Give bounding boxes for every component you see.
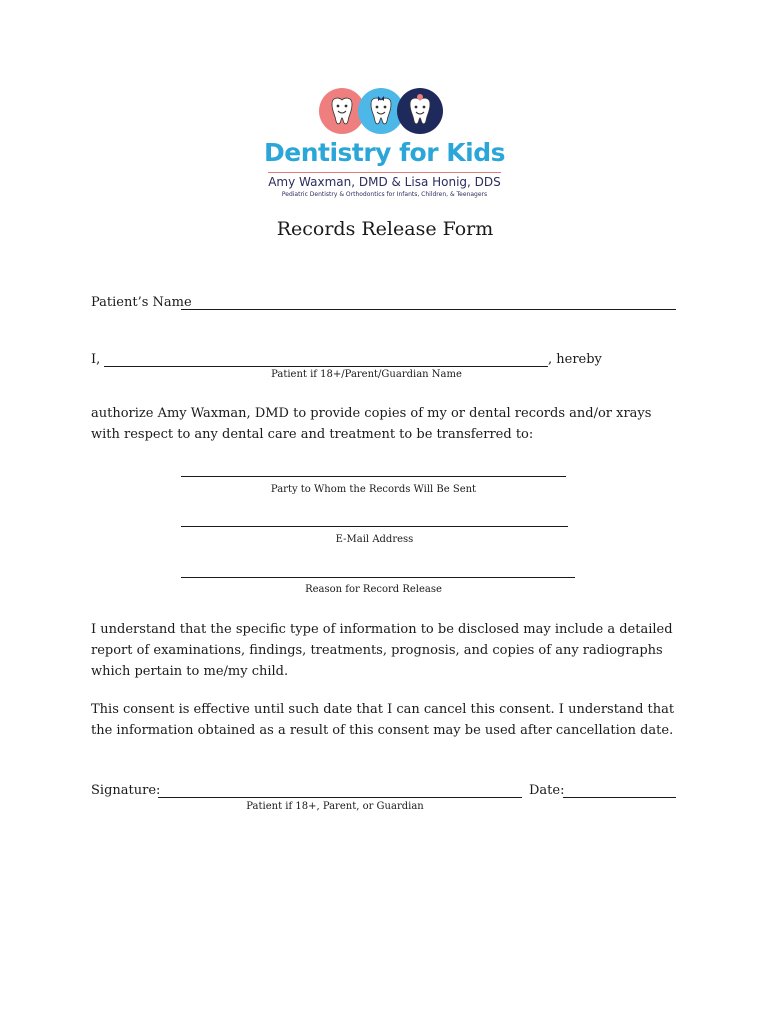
recipient-caption: Party to Whom the Records Will Be Sent [270, 484, 477, 495]
recipient-field[interactable] [181, 476, 566, 477]
authorization-text: authorize Amy Waxman, DMD to provide copies of my or dental records and/or xrays with respect to any dental care and treatment to be transferred to: [91, 406, 652, 442]
patient-name-field[interactable] [181, 309, 676, 310]
dentistry-for-kids-logo [262, 88, 507, 203]
practice-specialty: Pediatric Dentistry & Orthodontics for Infants, Children, & Teenagers [281, 191, 488, 198]
reason-field[interactable] [181, 577, 575, 578]
date-field[interactable] [563, 797, 676, 798]
brand-divider [268, 172, 501, 173]
reason-caption: Reason for Record Release [305, 584, 442, 595]
email-caption: E-Mail Address [335, 534, 414, 545]
date-label: Date: [529, 783, 565, 798]
logo-tooth-characters [319, 88, 443, 134]
form-title: Records Release Form [276, 218, 494, 240]
authorizer-name-field[interactable] [104, 366, 548, 367]
doctors-names: Amy Waxman, DMD & Lisa Honig, DDS [268, 175, 501, 189]
signature-caption: Patient if 18+, Parent, or Guardian [246, 801, 424, 812]
signature-field[interactable] [158, 797, 522, 798]
authorizer-prefix: I, [91, 352, 101, 367]
authorizer-caption: Patient if 18+/Parent/Guardian Name [271, 369, 462, 380]
consent-statement: This consent is effective until such date that I can cancel this consent. I understand that the information obtained as a result of this consent may be used after cancellation date. [91, 702, 675, 738]
patient-name-label: Patient’s Name [91, 295, 192, 310]
authorizer-suffix: , hereby [548, 352, 602, 367]
brand-name: Dentistry for Kids [264, 138, 505, 167]
signature-label: Signature: [91, 783, 161, 798]
disclosure-statement: I understand that the specific type of information to be disclosed may include a detailed report of examinations, findings, treatments, prognosis, and copies of any radiographs which pertain to me/my child. [91, 622, 673, 679]
email-field[interactable] [181, 526, 568, 527]
navy-tooth-icon [397, 88, 443, 134]
